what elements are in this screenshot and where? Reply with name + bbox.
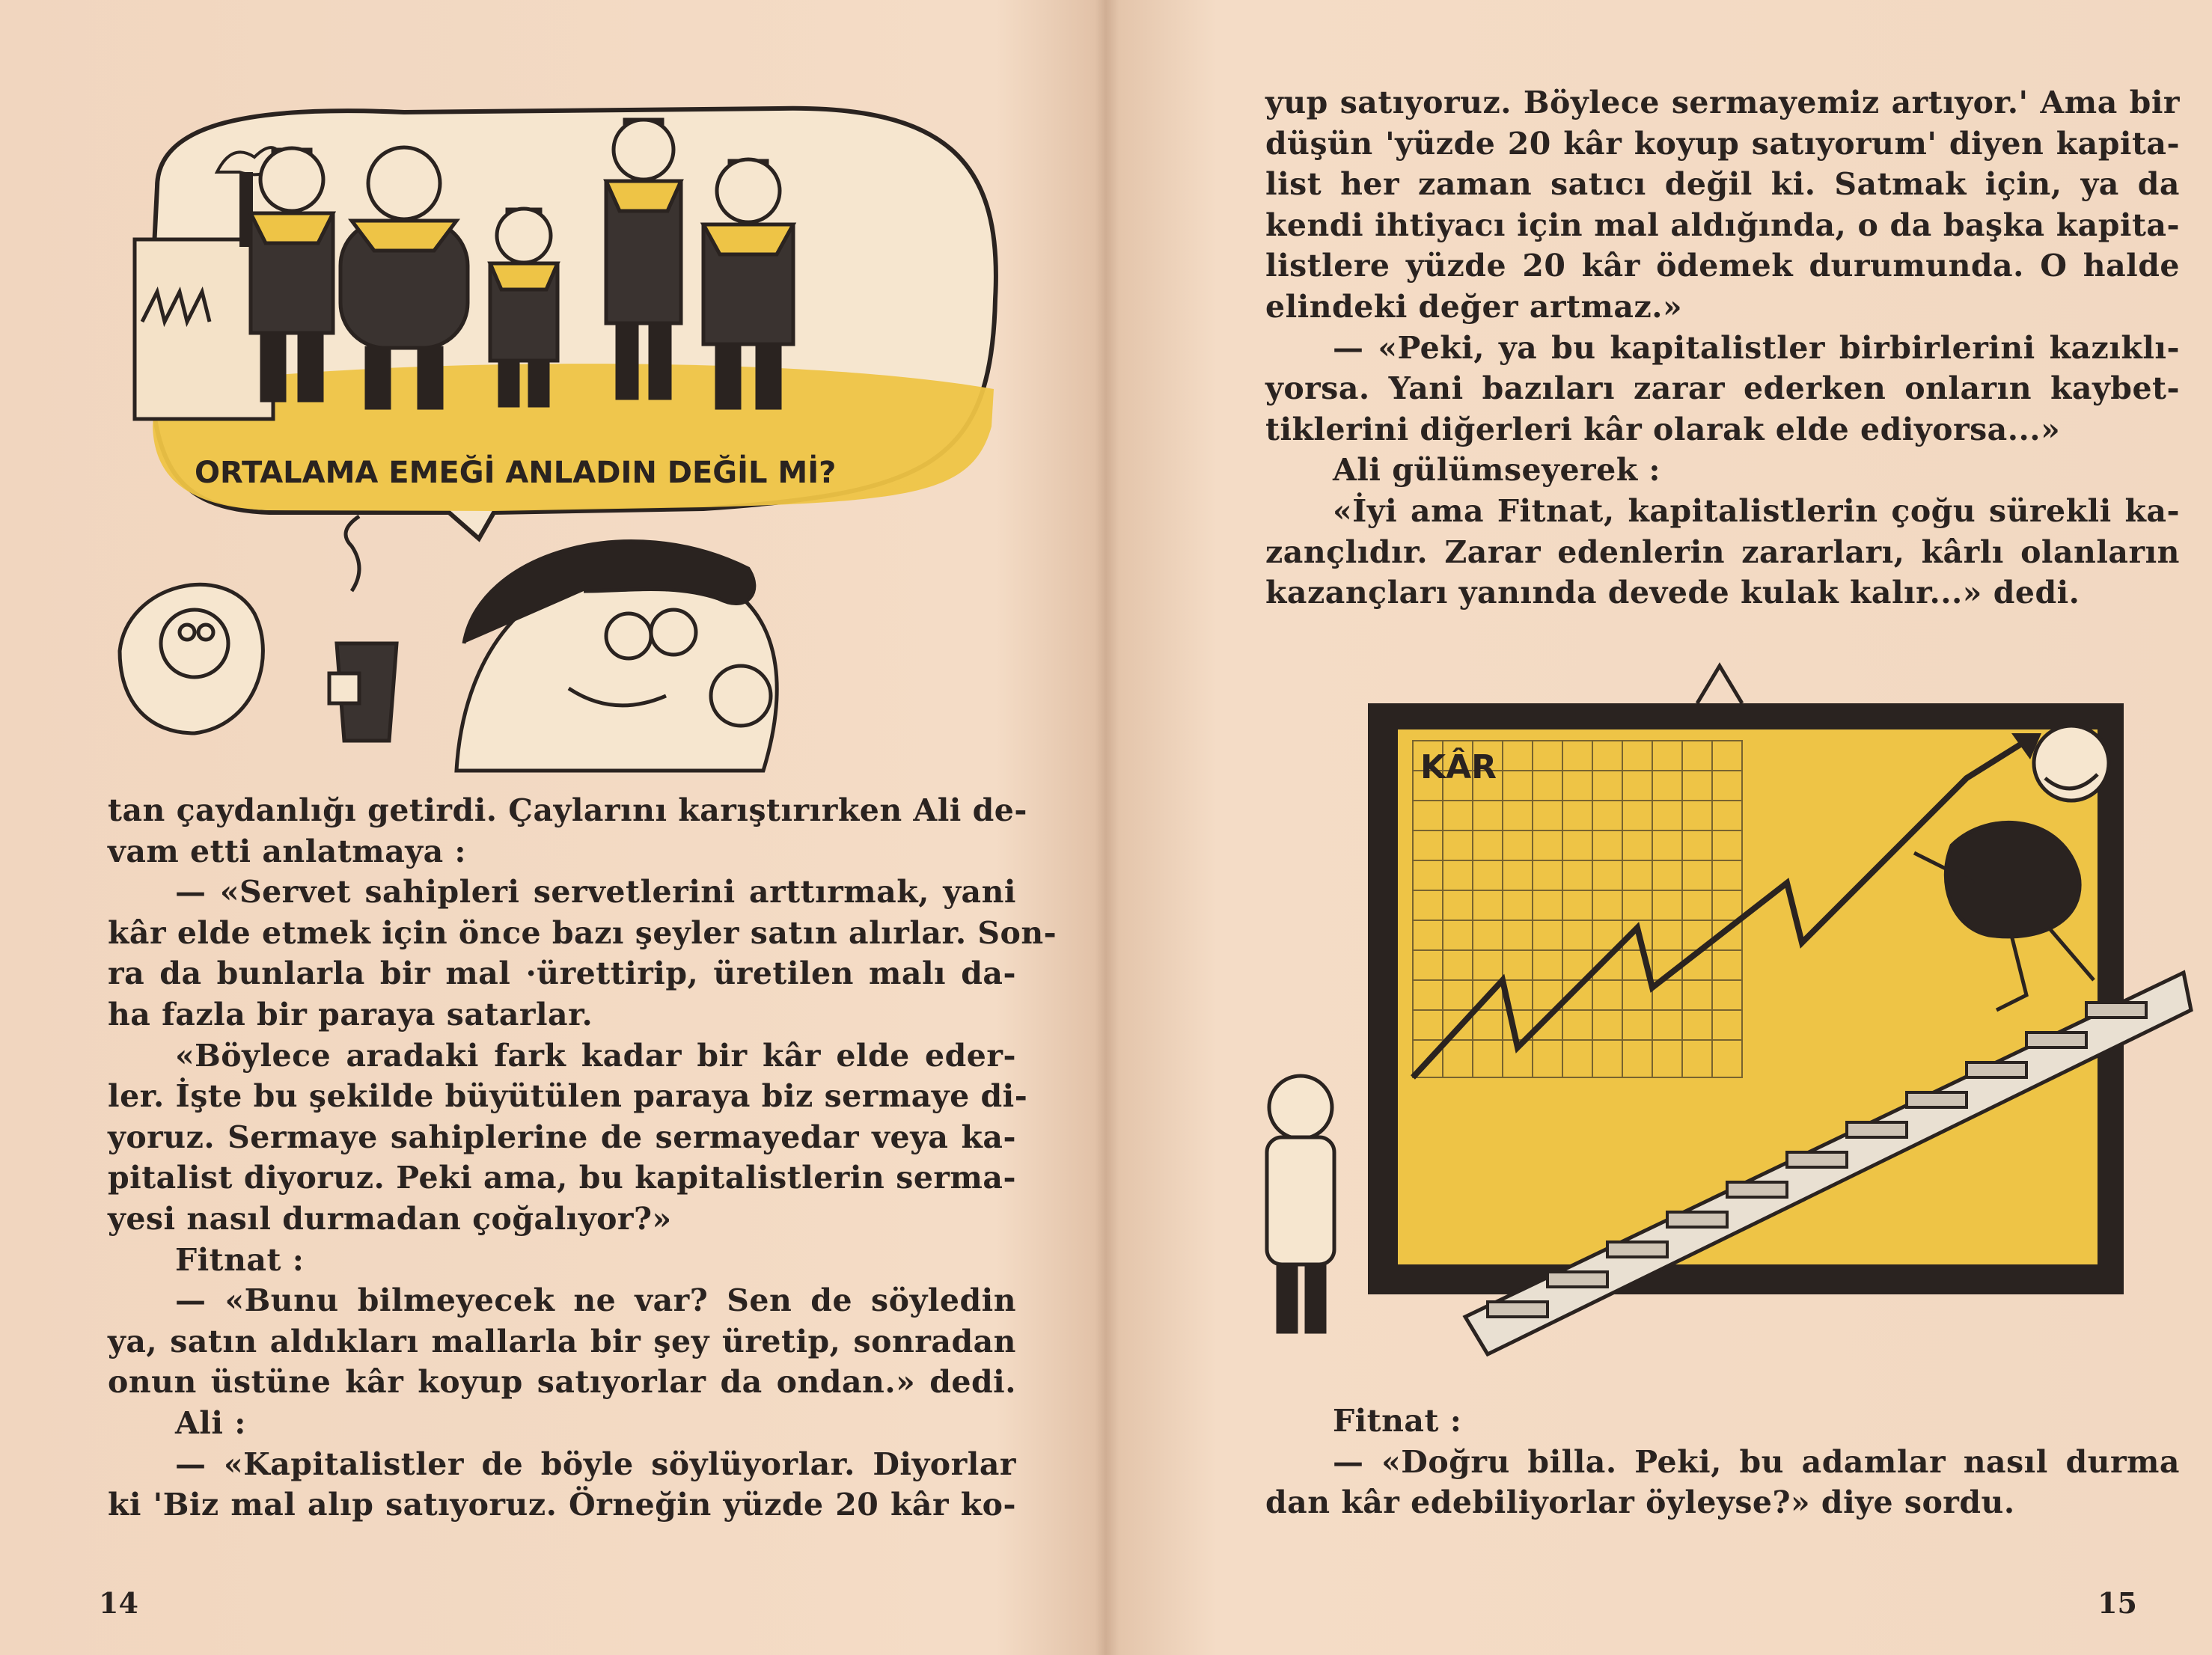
text-line: yoruz. Sermaye sahiplerine de sermayedar veya ka- (108, 1119, 1016, 1155)
text-line: düşün 'yüzde 20 kâr koyup satıyorum' diyen kapita- (1265, 125, 2180, 162)
text-line: ha fazla bir paraya satarlar. (108, 996, 593, 1033)
text-line: ya, satın aldıkları mallarla bir şey üretip, sonradan (108, 1323, 1016, 1359)
text-line: — «Bunu bilmeyecek ne var? Sen de söyledin (175, 1282, 1016, 1319)
text-line: «Böylece aradaki fark kadar bir kâr elde eder- (175, 1037, 1016, 1074)
right-page (1106, 0, 2212, 1655)
speech-bubble-text: ORTALAMA EMEĞİ ANLADIN DEĞİL Mİ? (195, 456, 837, 490)
text-line: Ali gülümseyerek : (1333, 452, 1661, 489)
text-line: ler. İşte bu şekilde büyütülen paraya biz sermaye di- (108, 1078, 1028, 1115)
text-line: Ali : (175, 1404, 246, 1441)
text-line: pitalist diyoruz. Peki ama, bu kapitalistlerin serma- (108, 1160, 1016, 1196)
text-line: — «Doğru billa. Peki, bu adamlar nasıl durma (1333, 1443, 2180, 1480)
text-line: yorsa. Yani bazıları zarar ederken onların kaybet- (1265, 370, 2180, 407)
text-line: ra da bunlarla bir mal ·ürettirip, üretilen malı da- (108, 955, 1016, 992)
profit-stairs-cartoon-illustration (1218, 658, 2199, 1384)
workers-cartoon-illustration (105, 75, 1018, 778)
text-line: onun üstüne kâr koyup satıyorlar da ondan.» dedi. (108, 1364, 1016, 1401)
text-line: ki 'Biz mal alıp satıyoruz. Örneğin yüzde 20 kâr ko- (108, 1487, 1016, 1523)
left-page-text (108, 790, 1057, 1526)
text-line: tiklerini diğerleri kâr olarak elde ediyorsa...» (1265, 411, 2061, 447)
text-line: kendi ihtiyacı için mal aldığında, o da başka kapita- (1265, 207, 2180, 243)
page-number-left: 14 (99, 1586, 138, 1620)
right-page-text-bottom (1265, 1401, 2180, 1523)
text-line: — «Servet sahipleri servetlerini arttırmak, yani (175, 874, 1016, 911)
text-line: kâr elde etmek için önce bazı şeyler satın alırlar. Son- (108, 914, 1057, 951)
board-label-kar: KÂR (1420, 748, 1497, 786)
text-line: zançlıdır. Zarar edenlerin zararları, kârlı olanların (1265, 533, 2180, 570)
text-line: «İyi ama Fitnat, kapitalistlerin çoğu sürekli ka- (1333, 492, 2180, 529)
text-line: Fitnat : (1333, 1403, 1462, 1439)
text-line: tan çaydanlığı getirdi. Çaylarını karıştırırken Ali de- (108, 792, 1027, 828)
text-line: yesi nasıl durmadan çoğalıyor?» (108, 1200, 672, 1237)
text-line: vam etti anlatmaya : (108, 833, 467, 869)
right-page-text-top (1265, 82, 2180, 614)
text-line: — «Peki, ya bu kapitalistler birbirlerini kazıklı- (1333, 329, 2180, 366)
text-line: elindeki değer artmaz.» (1265, 288, 1683, 325)
text-line: kazançları yanında devede kulak kalır...» dedi. (1265, 575, 2080, 611)
page-number-right: 15 (2098, 1586, 2137, 1620)
text-line: listlere yüzde 20 kâr ödemek durumunda. O halde (1265, 248, 2180, 284)
text-line: list her zaman satıcı değil ki. Satmak için, ya da (1265, 166, 2180, 203)
text-line: yup satıyoruz. Böylece sermayemiz artıyor.' Ama bir (1265, 85, 2180, 120)
text-line: — «Kapitalistler de böyle söylüyorlar. Diyorlar (175, 1446, 1016, 1482)
text-line: dan kâr edebiliyorlar öyleyse?» diye sordu. (1265, 1484, 2015, 1521)
text-line: Fitnat : (175, 1241, 305, 1278)
